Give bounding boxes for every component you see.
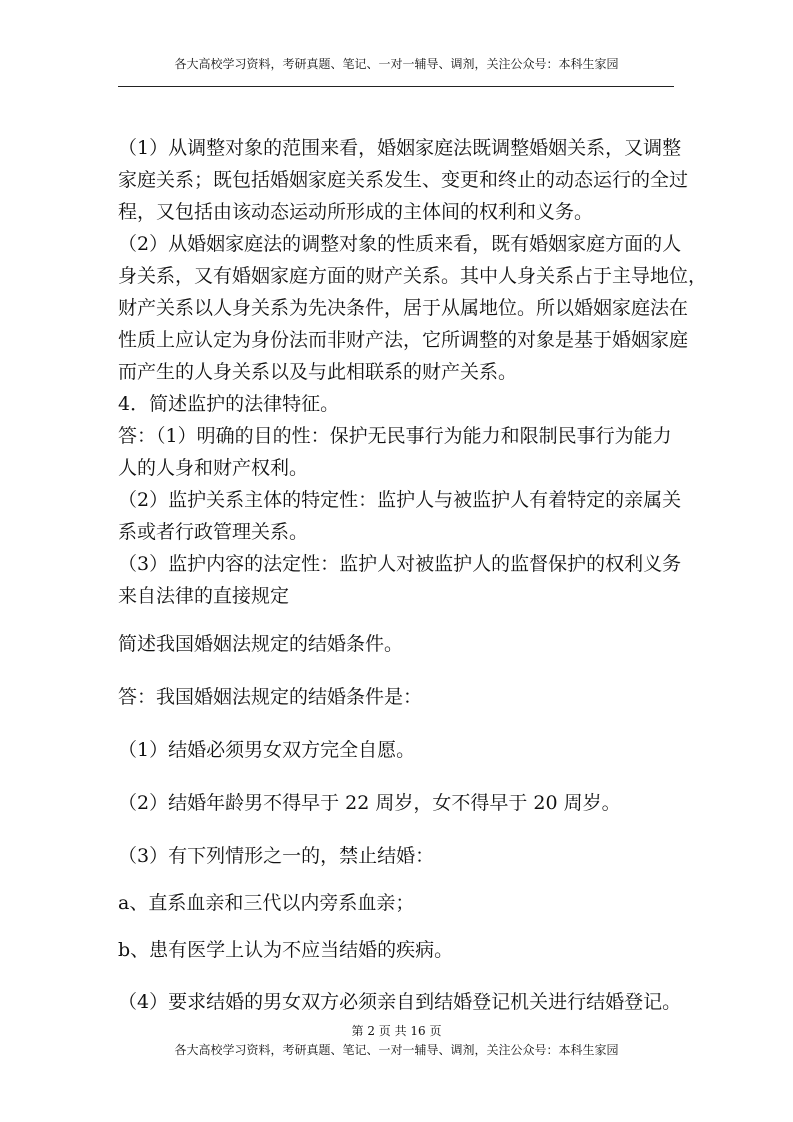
body-line: 性质上应认定为身份法而非财产法，它所调整的对象是基于婚姻家庭 (118, 329, 689, 351)
answer-line: （1）结婚必须男女双方完全自愿。 (118, 739, 416, 761)
answer-line: （3）有下列情形之一的，禁止结婚： (118, 845, 435, 867)
body-line: 来自法律的直接规定 (118, 585, 290, 607)
body-text-block (118, 132, 708, 612)
answer-line: b、患有医学上认为不应当结婚的疾病。 (118, 939, 454, 961)
body-line: 程，又包括由该动态运动所形成的主体间的权利和义务。 (118, 201, 594, 223)
body-line: 人的人身和财产权利。 (118, 457, 309, 479)
body-line: 系或者行政管理关系。 (118, 521, 309, 543)
page-number: 第 2 页 共 16 页 (351, 1024, 442, 1038)
body-line: 家庭关系；既包括婚姻家庭关系发生、变更和终止的动态运行的全过 (118, 169, 689, 191)
body-line: 答：（1）明确的目的性：保护无民事行为能力和限制民事行为能力 (118, 425, 672, 447)
header-divider (118, 86, 674, 87)
question-heading: 简述我国婚姻法规定的结婚条件。 (118, 633, 404, 655)
answer-line: （4）要求结婚的男女双方必须亲自到结婚登记机关进行结婚登记。 (118, 991, 682, 1013)
body-line: （2）从婚姻家庭法的调整对象的性质来看，既有婚姻家庭方面的人 (118, 233, 682, 255)
body-line: 而产生的人身关系以及与此相联系的财产关系。 (118, 361, 518, 383)
answer-line: 答：我国婚姻法规定的结婚条件是： (118, 686, 423, 708)
page-footer: 各大高校学习资料，考研真题、笔记、一对一辅导、调剂，关注公众号：本科生家园 (174, 1043, 619, 1057)
body-line: 财产关系以人身关系为先决条件，居于从属地位。所以婚姻家庭法在 (118, 297, 689, 319)
question-heading: 4．简述监护的法律特征。 (118, 393, 340, 415)
body-line: （2）监护关系主体的特定性：监护人与被监护人有着特定的亲属关 (118, 489, 682, 511)
body-line: （1）从调整对象的范围来看，婚姻家庭法既调整婚姻关系，又调整 (118, 137, 682, 159)
answer-line: （2）结婚年龄男不得早于 22 周岁，女不得早于 20 周岁。 (118, 792, 621, 814)
page-header: 各大高校学习资料，考研真题、笔记、一对一辅导、调剂，关注公众号：本科生家园 (174, 57, 619, 71)
body-line: （3）监护内容的法定性：监护人对被监护人的监督保护的权利义务 (118, 553, 682, 575)
answer-line: a、直系血亲和三代以内旁系血亲； (118, 892, 415, 914)
body-line: 身关系，又有婚姻家庭方面的财产关系。其中人身关系占于主导地位， (118, 265, 708, 287)
